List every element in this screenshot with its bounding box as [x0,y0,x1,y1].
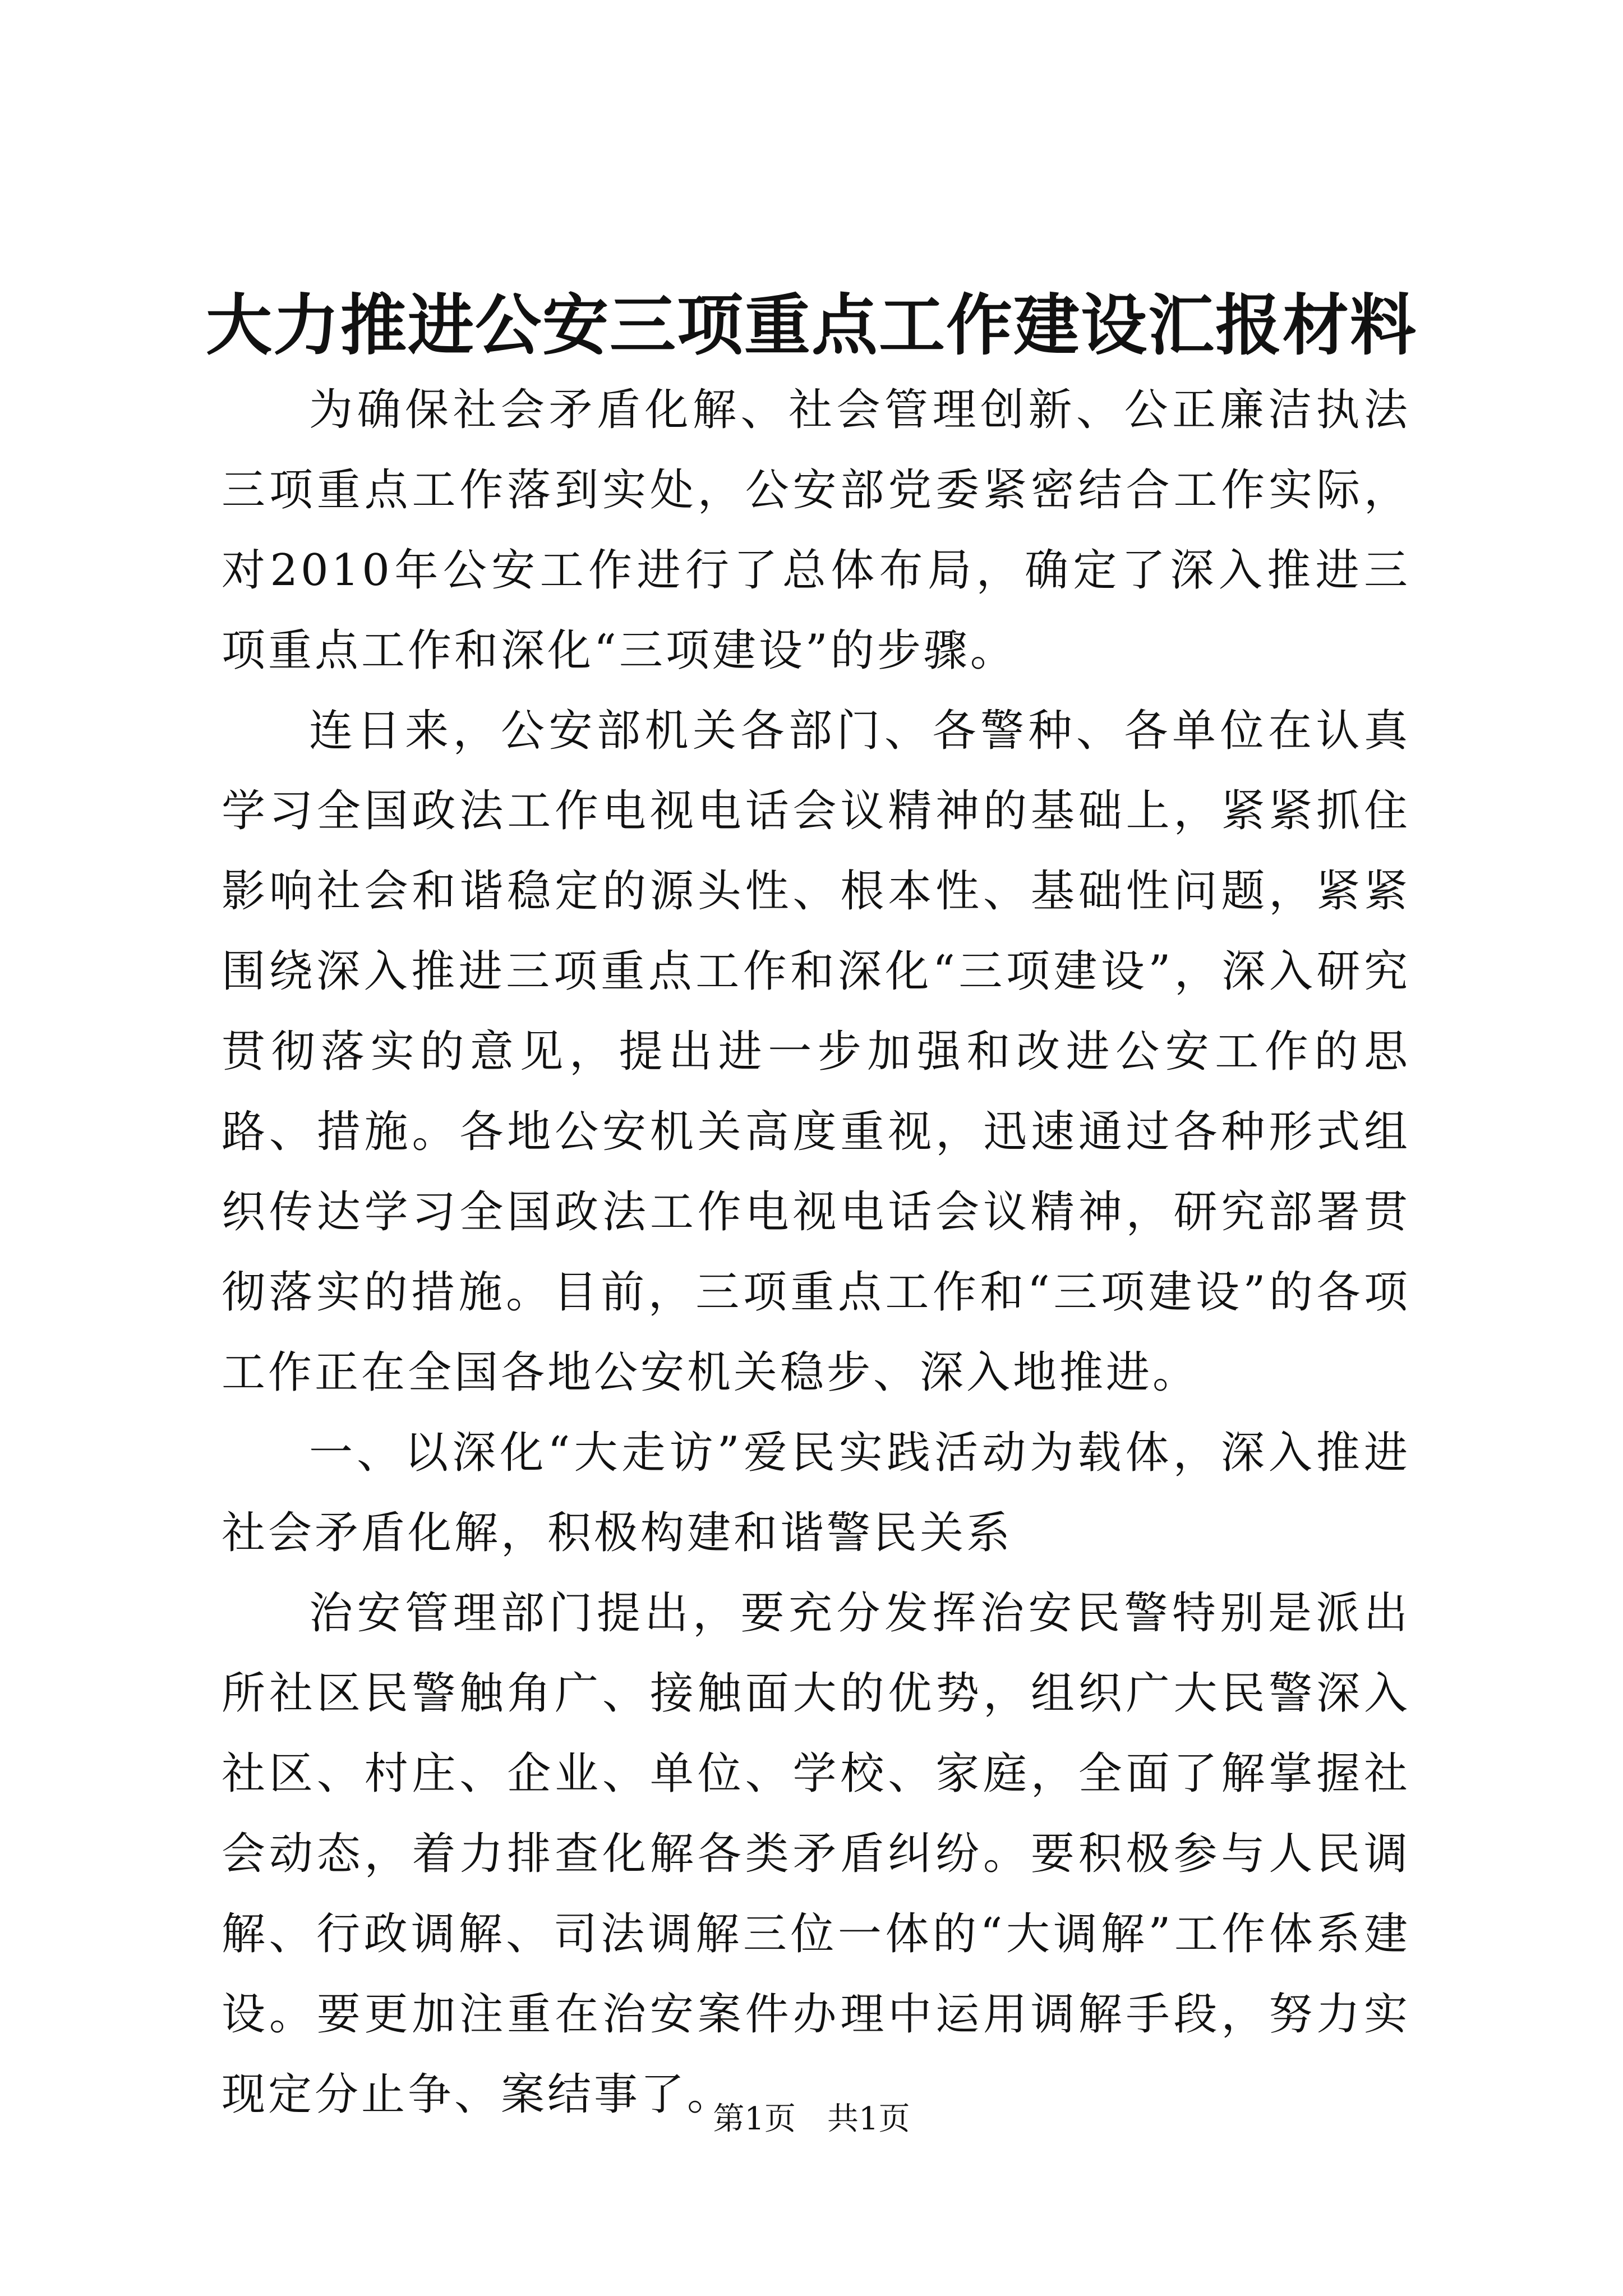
page-total: 共1页 [827,2101,910,2137]
document-title: 大力推进公安三项重点工作建设汇报材料 [205,286,1417,364]
document-body [222,370,1410,2135]
section-heading-1: 一、以深化“大走访”爱民实践活动为载体，深入推进社会矛盾化解，积极构建和谐警民关系 [222,1428,1410,1558]
paragraph-progress: 连日来，公安部机关各部门、各警种、各单位在认真学习全国政法工作电视电话会议精神的基础上，紧紧抓住影响社会和谐稳定的源头性、根本性、基础性问题，紧紧围绕深入推进三项重点工作和深化“三项建设”，深入研究贯彻落实的意见，提出进一步加强和改进公安工作的思路、措施。各地公安机关高度重视，迅速通过各种形式组织传达学习全国政法工作电视电话会议精神，研究部署贯彻落实的措施。目前，三项重点工作和“三项建设”的各项工作正在全国各地公安机关稳步、深入地推进。 [222,706,1410,1398]
page-footer [0,2097,1623,2142]
page-number: 第1页 [713,2101,796,2137]
paragraph-intro: 为确保社会矛盾化解、社会管理创新、公正廉洁执法三项重点工作落到实处，公安部党委紧密结合工作实际，对2010年公安工作进行了总体布局，确定了深入推进三项重点工作和深化“三项建设”的步骤。 [222,385,1410,676]
paragraph-security-management: 治安管理部门提出，要充分发挥治安民警特别是派出所社区民警触角广、接触面大的优势，组织广大民警深入社区、村庄、企业、单位、学校、家庭，全面了解掌握社会动态，着力排查化解各类矛盾纠纷。要积极参与人民调解、行政调解、司法调解三位一体的“大调解”工作体系建设。要更加注重在治安案件办理中运用调解手段，努力实现定分止争、案结事了。 [222,1588,1410,2120]
